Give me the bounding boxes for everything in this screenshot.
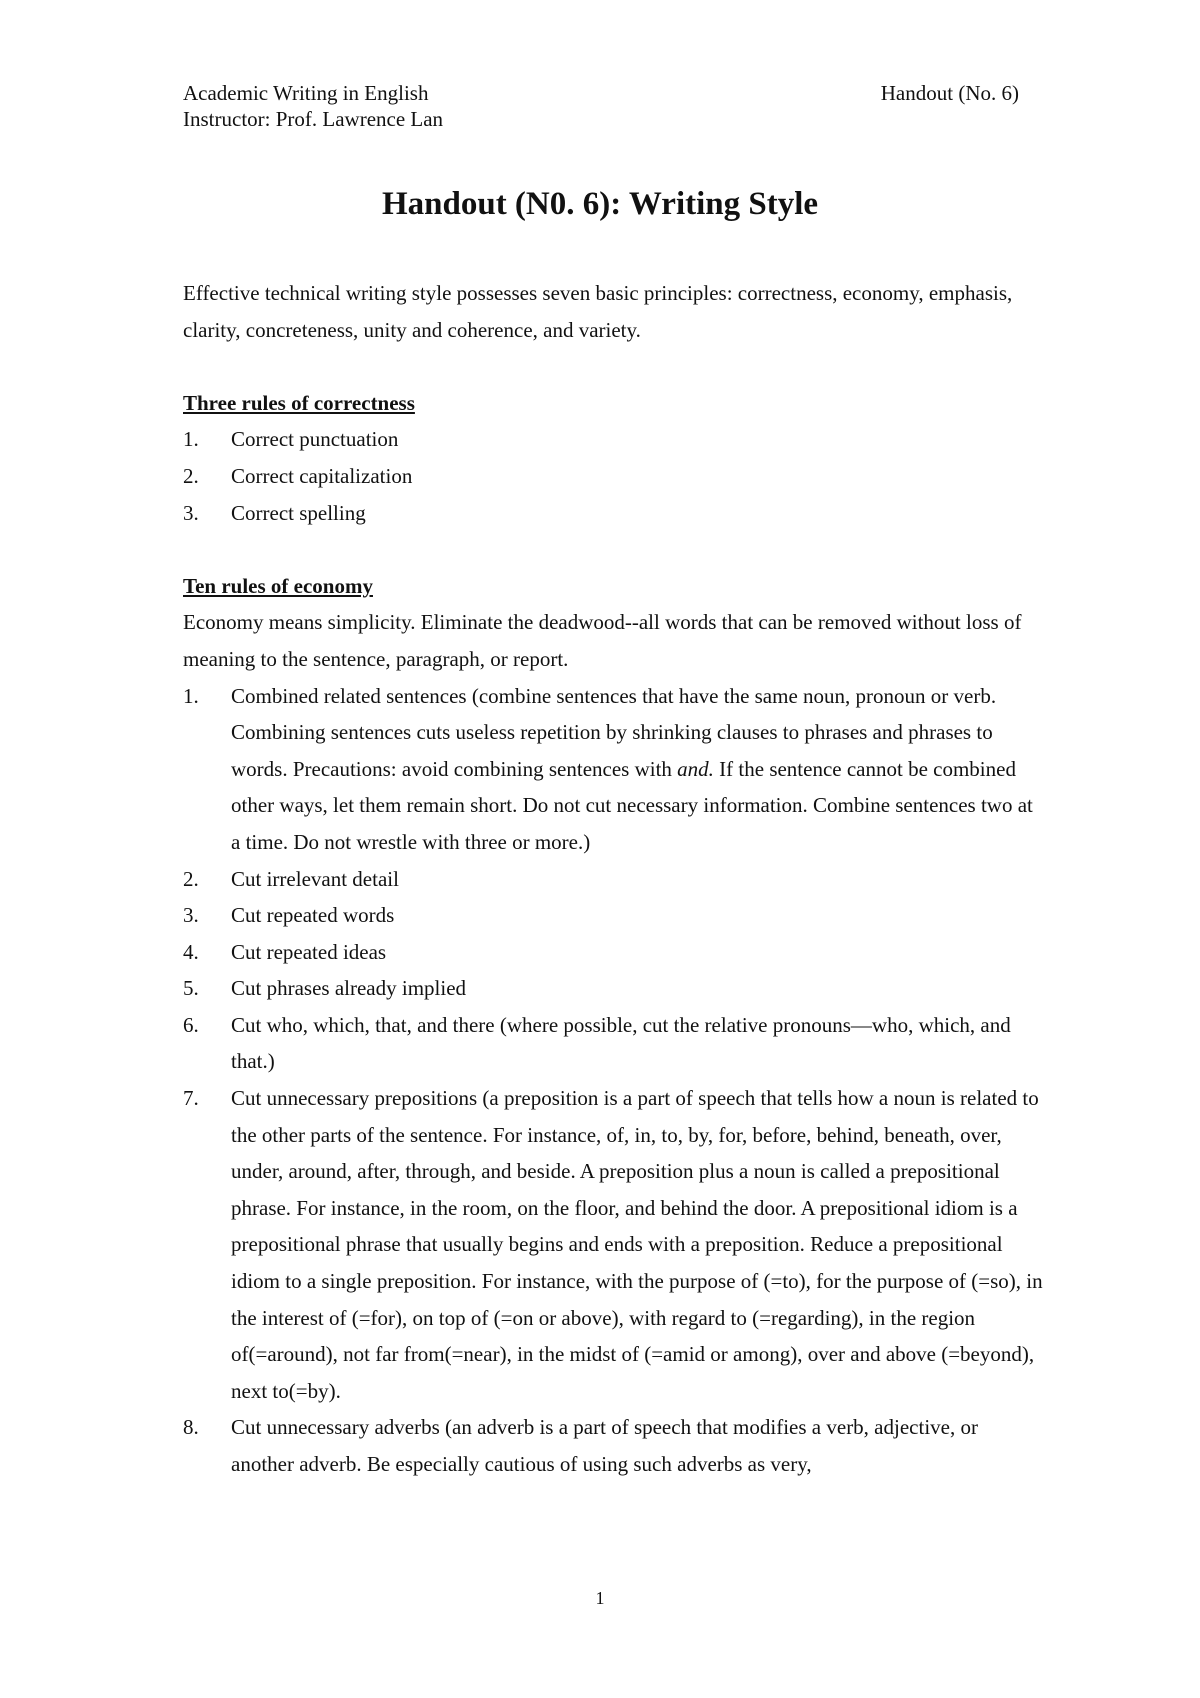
correctness-list — [183, 421, 1043, 531]
intro-paragraph: Effective technical writing style possesses seven basic principles: correctness, economy, emphasis, clarity, concreteness, unity and coherence, and variety. — [183, 281, 1013, 342]
list-item: 2. Cut irrelevant detail — [183, 866, 399, 891]
list-item: 6. Cut who, which, that, and there (where possible, cut the relative pronouns—who, which, and that.) — [183, 1012, 1011, 1074]
header-line-1 — [183, 80, 1019, 106]
economy-intro: Economy means simplicity. Eliminate the deadwood--all words that can be removed without loss of meaning to the sentence, paragraph, or report. — [183, 610, 1022, 671]
list-item: 7. Cut unnecessary prepositions (a preposition is a part of speech that tells how a noun is related to the other parts of the sentence. For instance, of, in, to, by, for, before, behind, beneath, over, under, around, after, through, and beside. A preposition plus a noun is called a prepositional phrase. For instance, in the room, on the floor, and behind the door. A prepositional idiom is a prepositional phrase that usually begins and ends with a preposition. Reduce a prepositional idiom to a single preposition. For instance, with the purpose of (=to), for the purpose of (=so), in the interest of (=for), on top of (=on or above), with regard to (=regarding), in the region of(=around), not far from(=near), in the midst of (=amid or among), over and above (=beyond), next to(=by). — [183, 1086, 1043, 1403]
list-item: 8. Cut unnecessary adverbs (an adverb is a part of speech that modifies a verb, adjective, or another adverb. Be especially cautious of using such adverbs as very, — [183, 1415, 978, 1476]
header-line-2 — [183, 106, 1019, 132]
list-item: 3. Cut repeated words — [183, 903, 395, 928]
list-item: 1. Correct punctuation — [183, 427, 399, 452]
list-item: 3. Correct spelling — [183, 500, 366, 525]
list-item: 2. Correct capitalization — [183, 463, 413, 488]
correctness-heading: Three rules of correctness — [183, 390, 415, 415]
instructor-name: Instructor: Prof. Lawrence Lan — [183, 107, 444, 131]
handout-label: Handout (No. 6) — [880, 81, 1019, 105]
page-number: 1 — [595, 1588, 605, 1608]
list-item: 1. Combined related sentences (combine sentences that have the same noun, pronoun or verb. Combining sentences cuts useless repetition by shrinking clauses to phrases and phrases to words. Precautions: avoid combining sentences with and. If the sentence cannot be combined other ways, let them remain short. Do not cut necessary information. Combine sentences two at a time. Do not wrestle with three or more.) — [183, 683, 1033, 854]
document-body — [183, 275, 1043, 1483]
economy-heading: Ten rules of economy — [183, 573, 373, 598]
course-name: Academic Writing in English — [183, 81, 429, 105]
economy-list — [183, 678, 1043, 1483]
list-item: 4. Cut repeated ideas — [183, 939, 387, 964]
list-item: 5. Cut phrases already implied — [183, 976, 467, 1001]
page-title: Handout (N0. 6): Writing Style — [381, 186, 819, 222]
